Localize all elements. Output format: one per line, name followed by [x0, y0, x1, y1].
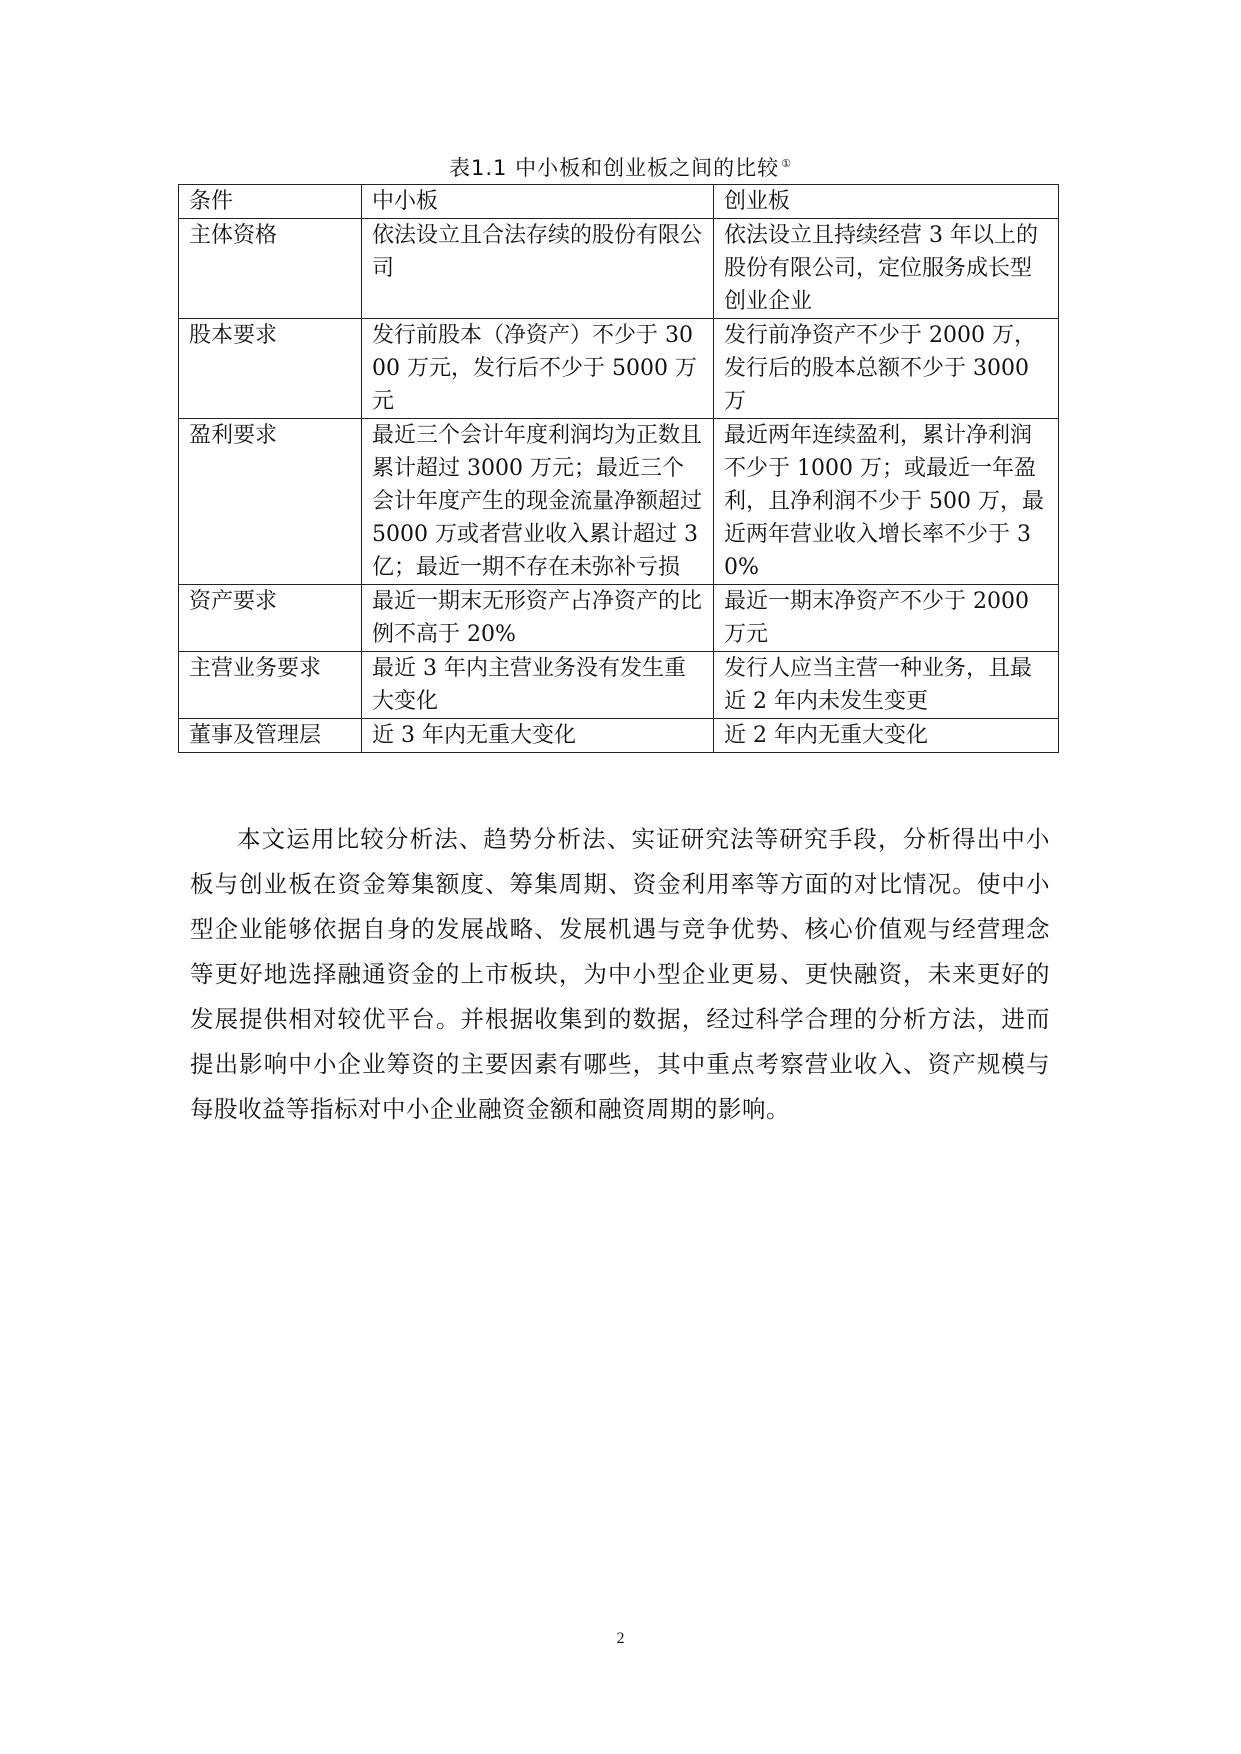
row-chinext: 发行前净资产不少于 2000 万，发行后的股本总额不少于 3000 万	[714, 319, 1059, 419]
row-sme-board: 近 3 年内无重大变化	[362, 719, 714, 753]
row-chinext: 发行人应当主营一种业务，且最近 2 年内未发生变更	[714, 652, 1059, 719]
table-caption-text: 表1.1 中小板和创业板之间的比较	[449, 156, 780, 180]
header-condition: 条件	[179, 185, 362, 219]
row-condition: 股本要求	[179, 319, 362, 419]
page-number: 2	[616, 1630, 625, 1647]
row-chinext: 最近一期末净资产不少于 2000 万元	[714, 585, 1059, 652]
body-paragraph-block	[190, 817, 1050, 1132]
table-row	[179, 652, 1059, 719]
header-chinext: 创业板	[714, 185, 1059, 219]
row-condition: 主营业务要求	[179, 652, 362, 719]
row-chinext: 依法设立且持续经营 3 年以上的股份有限公司，定位服务成长型创业企业	[714, 219, 1059, 319]
row-sme-board: 发行前股本（净资产）不少于 3000 万元，发行后不少于 5000 万元	[362, 319, 714, 419]
comparison-table	[178, 184, 1059, 753]
row-chinext: 近 2 年内无重大变化	[714, 719, 1059, 753]
table-caption	[0, 150, 1241, 182]
table-row	[179, 219, 1059, 319]
table-header-row	[179, 185, 1059, 219]
header-sme-board: 中小板	[362, 185, 714, 219]
table-row	[179, 719, 1059, 753]
row-sme-board: 最近 3 年内主营业务没有发生重大变化	[362, 652, 714, 719]
row-condition: 盈利要求	[179, 419, 362, 585]
row-chinext: 最近两年连续盈利，累计净利润不少于 1000 万；或最近一年盈利，且净利润不少于 500 万，最近两年营业收入增长率不少于 30%	[714, 419, 1059, 585]
table-row	[179, 585, 1059, 652]
row-condition: 主体资格	[179, 219, 362, 319]
table-row	[179, 419, 1059, 585]
row-sme-board: 依法设立且合法存续的股份有限公司	[362, 219, 714, 319]
footnote-marker[interactable]: ①	[781, 157, 792, 170]
row-condition: 董事及管理层	[179, 719, 362, 753]
body-paragraph: 本文运用比较分析法、趋势分析法、实证研究法等研究手段，分析得出中小板与创业板在资金筹集额度、筹集周期、资金利用率等方面的对比情况。使中小型企业能够依据自身的发展战略、发展机遇与竞争优势、核心价值观与经营理念等更好地选择融通资金的上市板块，为中小型企业更易、更快融资，未来更好的发展提供相对较优平台。并根据收集到的数据，经过科学合理的分析方法，进而提出影响中小企业筹资的主要因素有哪些，其中重点考察营业收入、资产规模与每股收益等指标对中小企业融资金额和融资周期的影响。	[190, 825, 1050, 1123]
row-sme-board: 最近三个会计年度利润均为正数且累计超过 3000 万元；最近三个会计年度产生的现金流量净额超过 5000 万或者营业收入累计超过 3 亿；最近一期不存在未弥补亏损	[362, 419, 714, 585]
row-sme-board: 最近一期末无形资产占净资产的比例不高于 20%	[362, 585, 714, 652]
row-condition: 资产要求	[179, 585, 362, 652]
table-row	[179, 319, 1059, 419]
